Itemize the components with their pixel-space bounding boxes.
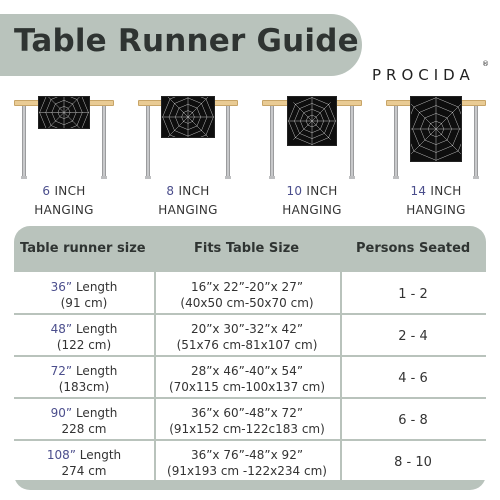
header-persons-seated: Persons Seated	[356, 241, 471, 256]
spiderweb-pattern	[287, 96, 337, 146]
table-row: 90” Length 228 cm 36”x 60”-48”x 72” (91x152 cm-122c183 cm) 6 - 8	[14, 400, 486, 441]
hanging-caption: 8 INCH HANGING	[158, 184, 218, 217]
hanging-caption: 6 INCH HANGING	[34, 184, 94, 217]
page-title: Table Runner Guide	[14, 23, 359, 59]
hanging-caption: 10 INCH HANGING	[282, 184, 342, 217]
table-row: 108” Length 274 cm 36”x 76”-48”x 92” (91x193 cm -122x234 cm) 8 - 10	[46, 447, 432, 478]
hanging-caption: 14 INCH HANGING	[406, 184, 466, 217]
table-row: 72” Length (183cm) 28”x 46”-40”x 54” (70x115 cm-100x137 cm) 4 - 6	[14, 358, 486, 399]
spiderweb-pattern	[161, 96, 215, 138]
spiderweb-pattern	[410, 96, 462, 162]
header-runner-size: Table runner size	[20, 241, 146, 256]
spiderweb-pattern	[38, 96, 90, 129]
header-fits-table-size: Fits Table Size	[194, 241, 300, 256]
brand-logo: PROCIDA	[372, 66, 475, 84]
registered-mark: ®	[482, 60, 489, 68]
table-row: 48” Length (122 cm) 20”x 30”-32”x 42” (51x76 cm-81x107 cm) 2 - 4	[14, 316, 486, 357]
table-row: 36” Length (91 cm) 16”x 22”-20”x 27” (40x50 cm-50x70 cm) 1 - 2	[14, 274, 486, 315]
